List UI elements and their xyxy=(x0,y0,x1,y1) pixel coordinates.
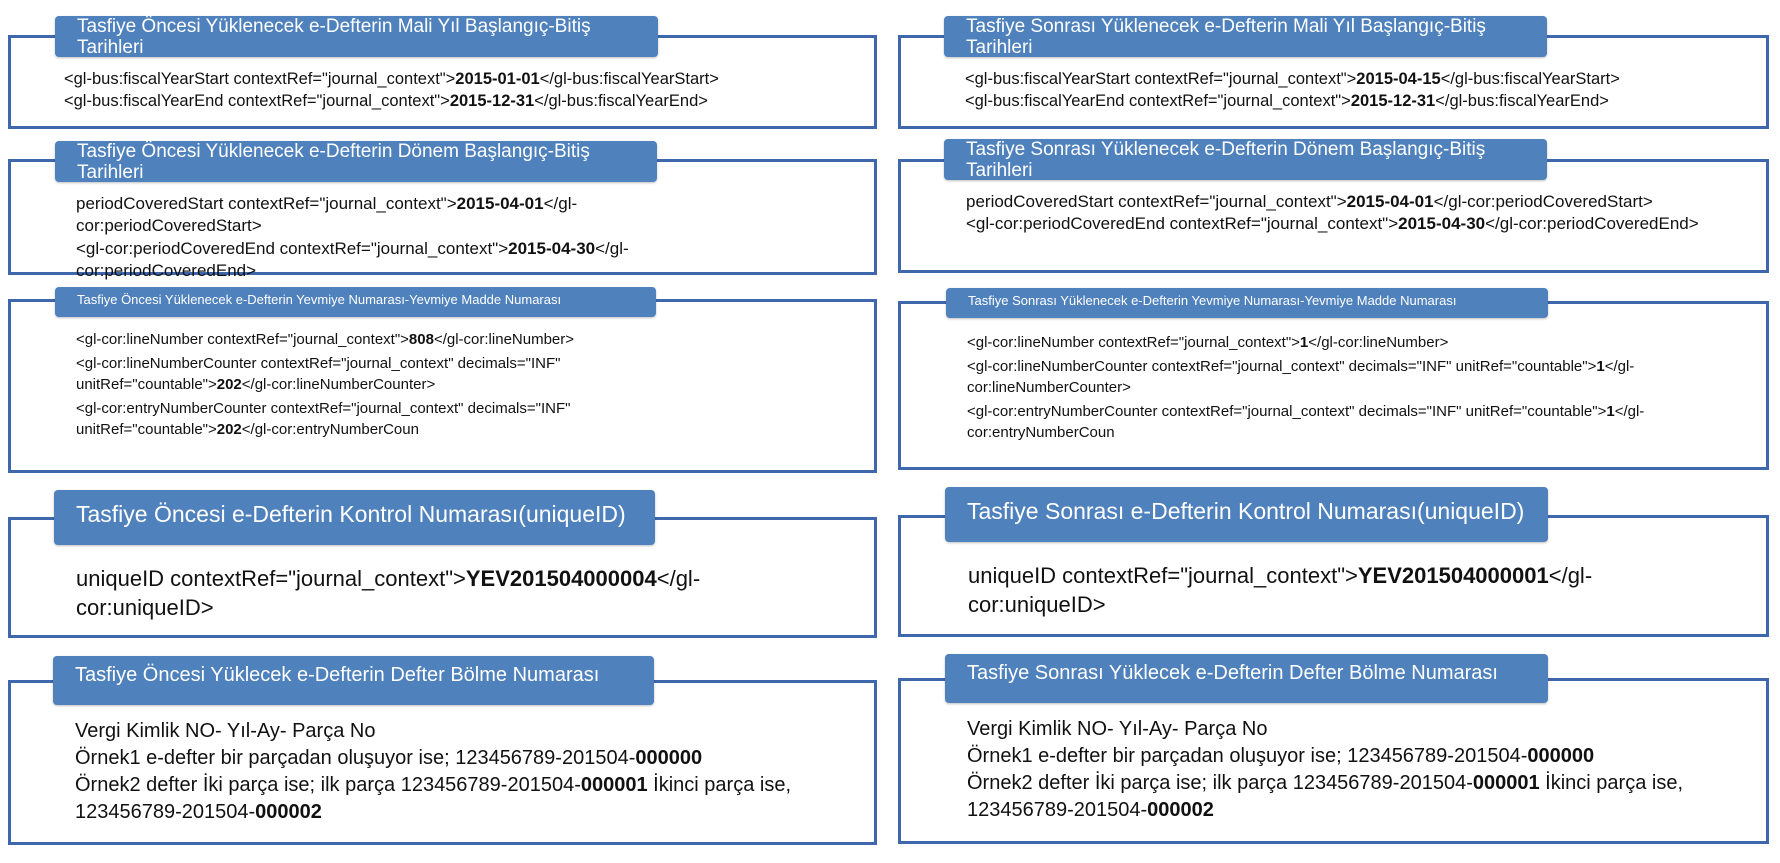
code-text: İkinci parça ise, 123456789-201504- xyxy=(967,772,1683,821)
code-text: <gl-bus:fiscalYearStart contextRef="journal_context"> xyxy=(64,70,456,88)
code-text: <gl-cor:periodCoveredEnd contextRef="journal_context"> xyxy=(76,238,509,258)
value-text: 808 xyxy=(408,331,434,348)
code-line xyxy=(967,743,1707,770)
code-text: İkinci parça ise, 123456789-201504- xyxy=(75,774,791,823)
left-period-body xyxy=(76,193,726,283)
code-text: </gl-cor:periodCoveredEnd> xyxy=(76,238,629,281)
code-text: <gl-cor:lineNumber contextRef="journal_context"> xyxy=(967,334,1300,351)
value-text: YEV201504000001 xyxy=(1357,563,1549,588)
code-line xyxy=(76,399,636,440)
right-fiscal-year-body xyxy=(965,69,1755,113)
code-text: periodCoveredStart contextRef="journal_context"> xyxy=(966,192,1347,211)
code-text: </gl-cor:periodCoveredStart> xyxy=(1433,192,1653,211)
value-text: 2015-04-01 xyxy=(1346,192,1434,211)
code-text: Vergi Kimlik NO- Yıl-Ay- Parça No xyxy=(967,718,1268,740)
code-text: <gl-bus:fiscalYearEnd contextRef="journal_context"> xyxy=(64,91,450,110)
value-text: 1 xyxy=(1596,358,1605,376)
code-text: </gl-cor:uniqueID> xyxy=(968,563,1593,618)
value-text: 202 xyxy=(216,375,242,393)
code-text: <gl-cor:lineNumber contextRef="journal_context"> xyxy=(76,331,409,348)
code-text: <gl-cor:entryNumberCounter contextRef="journal_context" decimals="INF" unitRef="countable"> xyxy=(76,400,571,438)
left-control-number-header: Tasfiye Öncesi e-Defterin Kontrol Numarası(uniqueID) xyxy=(54,490,655,545)
code-line xyxy=(75,745,815,772)
right-period-body xyxy=(966,191,1731,236)
value-text: 2015-04-01 xyxy=(456,194,544,213)
value-text: 1 xyxy=(1299,334,1309,351)
left-fiscal-year-body xyxy=(64,69,864,113)
code-line xyxy=(966,213,1731,235)
code-line xyxy=(967,333,1727,353)
code-text: </gl-bus:fiscalYearStart> xyxy=(539,70,719,88)
code-text: Örnek1 e-defter bir parçadan oluşuyor ise; 123456789-201504- xyxy=(75,747,636,769)
left-ledger-split-body xyxy=(75,718,815,826)
left-ledger-split-header: Tasfiye Öncesi Yüklecek e-Defterin Defter Bölme Numarası xyxy=(53,656,654,705)
value-text: 000001 xyxy=(1472,772,1540,794)
value-text: 2015-04-30 xyxy=(1398,214,1486,234)
left-fiscal-year-header: Tasfiye Öncesi Yüklenecek e-Defterin Mali Yıl Başlangıç-Bitiş Tarihleri xyxy=(55,16,658,57)
code-line xyxy=(75,718,815,745)
value-text: YEV201504000004 xyxy=(465,566,657,591)
right-journal-number-header: Tasfiye Sonrası Yüklenecek e-Defterin Yevmiye Numarası-Yevmiye Madde Numarası xyxy=(946,288,1548,318)
value-text: 2015-04-30 xyxy=(508,238,596,258)
code-text: <gl-cor:lineNumberCounter contextRef="journal_context" decimals="INF" unitRef="countable"> xyxy=(76,355,561,393)
code-line xyxy=(76,193,726,238)
code-text: Örnek1 e-defter bir parçadan oluşuyor ise; 123456789-201504- xyxy=(967,745,1528,767)
code-text: </gl-cor:lineNumberCounter> xyxy=(241,375,436,393)
left-control-number-body xyxy=(76,564,756,622)
value-text: 000000 xyxy=(1527,745,1595,767)
code-text: <gl-cor:entryNumberCounter contextRef="journal_context" decimals="INF" unitRef="countable"> xyxy=(967,403,1607,421)
code-line xyxy=(966,191,1731,213)
code-line xyxy=(965,69,1755,91)
value-text: 2015-04-15 xyxy=(1356,70,1441,88)
right-ledger-split-body xyxy=(967,716,1707,824)
value-text: 2015-12-31 xyxy=(449,91,535,110)
code-line xyxy=(64,91,864,113)
code-text: </gl-cor:lineNumberCounter> xyxy=(967,358,1635,396)
value-text: 000002 xyxy=(255,801,322,823)
value-text: 000000 xyxy=(635,747,703,769)
code-text: </gl-cor:entryNumberCoun xyxy=(967,403,1645,441)
code-line xyxy=(967,402,1727,443)
code-text: </gl-bus:fiscalYearEnd> xyxy=(1435,91,1609,110)
code-text: </gl-cor:periodCoveredStart> xyxy=(76,194,578,236)
code-text: </gl-cor:uniqueID> xyxy=(76,566,701,621)
code-text: Örnek2 defter İki parça ise; ilk parça 123456789-201504- xyxy=(967,772,1473,794)
code-text: Örnek2 defter İki parça ise; ilk parça 123456789-201504- xyxy=(75,774,581,796)
code-text: <gl-bus:fiscalYearEnd contextRef="journal_context"> xyxy=(965,91,1351,110)
right-journal-number-body xyxy=(967,333,1727,447)
value-text: 2015-01-01 xyxy=(455,70,540,88)
code-text: </gl-bus:fiscalYearEnd> xyxy=(534,91,708,110)
code-line xyxy=(75,772,815,826)
code-text: uniqueID contextRef="journal_context"> xyxy=(968,563,1358,588)
code-text: </gl-cor:lineNumber> xyxy=(1308,334,1449,351)
right-control-number-header: Tasfiye Sonrası e-Defterin Kontrol Numarası(uniqueID) xyxy=(945,487,1548,542)
code-line xyxy=(968,561,1648,619)
code-text: </gl-cor:lineNumber> xyxy=(433,331,575,348)
right-control-number-body xyxy=(968,561,1648,619)
value-text: 2015-12-31 xyxy=(1350,91,1436,110)
code-text: <gl-cor:periodCoveredEnd contextRef="journal_context"> xyxy=(966,214,1399,234)
code-line xyxy=(967,716,1707,743)
left-journal-number-header: Tasfiye Öncesi Yüklenecek e-Defterin Yevmiye Numarası-Yevmiye Madde Numarası xyxy=(55,287,656,317)
code-text: periodCoveredStart contextRef="journal_context"> xyxy=(76,194,457,213)
value-text: 202 xyxy=(216,420,242,438)
right-ledger-split-header: Tasfiye Sonrası Yüklecek e-Defterin Defter Bölme Numarası xyxy=(945,654,1548,703)
right-fiscal-year-header: Tasfiye Sonrası Yüklenecek e-Defterin Mali Yıl Başlangıç-Bitiş Tarihleri xyxy=(944,16,1547,57)
code-line xyxy=(965,91,1755,113)
code-text: </gl-bus:fiscalYearStart> xyxy=(1440,70,1620,88)
code-line xyxy=(76,564,756,622)
left-period-header: Tasfiye Öncesi Yüklenecek e-Defterin Dönem Başlangıç-Bitiş Tarihleri xyxy=(55,141,657,182)
code-text: Vergi Kimlik NO- Yıl-Ay- Parça No xyxy=(75,720,376,742)
value-text: 000002 xyxy=(1147,799,1214,821)
code-line xyxy=(76,238,726,283)
value-text: 1 xyxy=(1606,403,1615,421)
code-line xyxy=(76,330,636,350)
left-journal-number-body xyxy=(76,330,636,444)
code-text: </gl-cor:periodCoveredEnd> xyxy=(1485,214,1699,234)
code-line xyxy=(76,354,636,395)
code-line xyxy=(64,69,864,91)
value-text: 000001 xyxy=(580,774,648,796)
code-text: <gl-bus:fiscalYearStart contextRef="journal_context"> xyxy=(965,70,1357,88)
code-line xyxy=(967,357,1727,398)
code-text: uniqueID contextRef="journal_context"> xyxy=(76,566,466,591)
code-line xyxy=(967,770,1707,824)
code-text: <gl-cor:lineNumberCounter contextRef="journal_context" decimals="INF" unitRef="countable"> xyxy=(967,358,1597,376)
right-period-header: Tasfiye Sonrası Yüklenecek e-Defterin Dönem Başlangıç-Bitiş Tarihleri xyxy=(944,139,1547,180)
code-text: </gl-cor:entryNumberCoun xyxy=(241,420,419,438)
